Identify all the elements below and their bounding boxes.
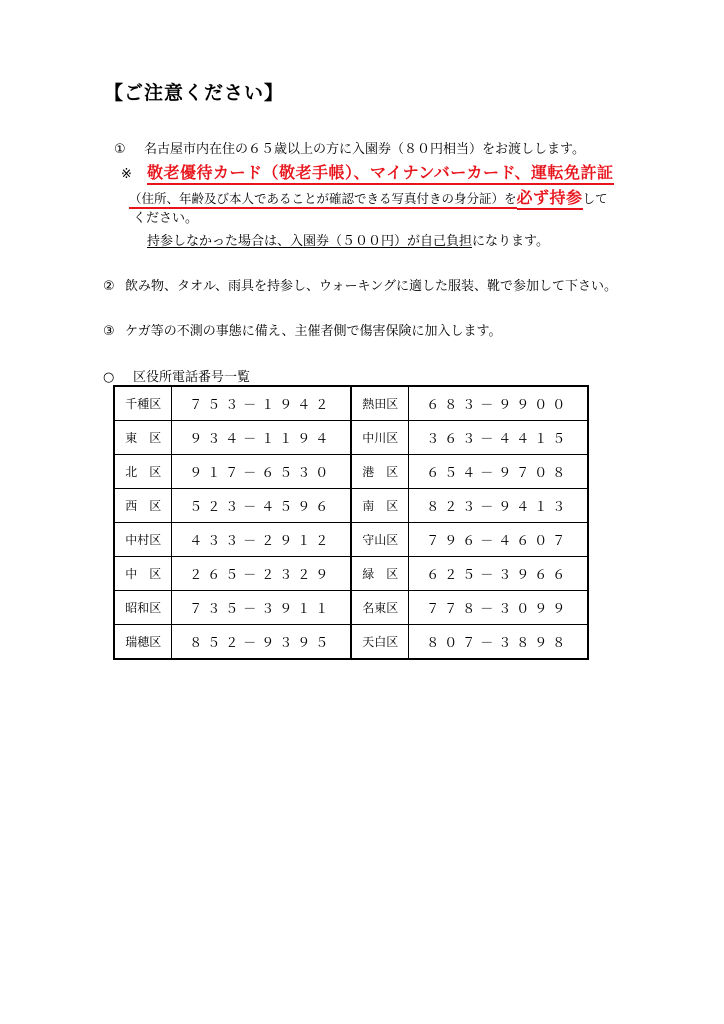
ward-phone: ６２５－３９６６ — [409, 557, 588, 591]
penalty-note — [147, 230, 549, 249]
ward-phone: ８２３－９４１３ — [409, 489, 588, 523]
table-row — [114, 591, 588, 625]
ward-phone: ７９６－４６０７ — [409, 523, 588, 557]
ward-phone: ６５４－９７０８ — [409, 455, 588, 489]
table-row — [114, 625, 588, 660]
ward-phone: ８０７－３８９８ — [409, 625, 588, 660]
ward-office-phone-table — [113, 385, 589, 660]
ward-phone: ７３５－３９１１ — [172, 591, 351, 625]
ward-phone: ７５３－１９４２ — [172, 386, 351, 421]
phone-list-title — [103, 366, 250, 385]
ward-name: 昭和区 — [114, 591, 172, 625]
ward-phone: ６８３－９９００ — [409, 386, 588, 421]
ward-phone: ９３４－１１９４ — [172, 421, 351, 455]
item-1-text: 名古屋市内在住の６５歳以上の方に入園券（８０円相当）をお渡しします。 — [144, 142, 585, 157]
item-1 — [114, 138, 585, 157]
ward-name: 千種区 — [114, 386, 172, 421]
table-row — [114, 386, 588, 421]
ward-name: 熱田区 — [351, 386, 409, 421]
item-2 — [103, 275, 617, 294]
table-row — [114, 455, 588, 489]
penalty-text-a: 持参しなかった場合は、入園券（５００円）が — [147, 234, 421, 249]
item-1-marker: ① — [114, 142, 126, 157]
ward-phone: ７７８－３０９９ — [409, 591, 588, 625]
kudasai-text: ください。 — [133, 211, 199, 226]
ward-name: 南 区 — [351, 489, 409, 523]
ward-name: 中村区 — [114, 523, 172, 557]
item-3-marker: ③ — [103, 324, 115, 339]
ward-name: 瑞穂区 — [114, 625, 172, 660]
table-row — [114, 489, 588, 523]
ward-phone: ４３３－２９１２ — [172, 523, 351, 557]
ward-phone: ２６５－２３２９ — [172, 557, 351, 591]
ward-name: 北 区 — [114, 455, 172, 489]
ward-name: 緑 区 — [351, 557, 409, 591]
id-explanation — [129, 185, 608, 208]
table-row — [114, 557, 588, 591]
penalty-text-c: になります。 — [472, 234, 549, 249]
phone-list-marker: ○ — [103, 370, 115, 385]
must-bring-text: 必ず持参 — [517, 188, 583, 210]
item-3 — [103, 320, 501, 339]
required-id-list: 敬老優待カード（敬老手帳）、マイナンバーカード、運転免許証 — [147, 163, 614, 185]
ward-name: 東 区 — [114, 421, 172, 455]
page-heading: 【ご注意ください】 — [104, 82, 285, 104]
ward-phone: ９１７－６５３０ — [172, 455, 351, 489]
item-2-text: 飲み物、タオル、雨具を持参し、ウォーキングに適した服装、靴で参加して下さい。 — [125, 279, 618, 294]
ward-phone: ５２３－４５９６ — [172, 489, 351, 523]
id-note — [121, 160, 614, 183]
ward-name: 港 区 — [351, 455, 409, 489]
penalty-text-b: 自己負担 — [420, 234, 473, 249]
shite-text: して — [582, 191, 608, 206]
table-row — [114, 421, 588, 455]
ward-name: 中 区 — [114, 557, 172, 591]
note-marker: ※ — [121, 167, 132, 182]
ward-name: 中川区 — [351, 421, 409, 455]
item-2-marker: ② — [103, 279, 115, 294]
item-3-text: ケガ等の不測の事態に備え、主催者側で傷害保険に加入します。 — [125, 324, 502, 339]
ward-name: 守山区 — [351, 523, 409, 557]
table-row — [114, 523, 588, 557]
id-explanation-text: （住所、年齢及び本人であることが確認できる写真付きの身分証）を — [129, 191, 517, 209]
ward-phone: ３６３－４４１５ — [409, 421, 588, 455]
phone-list-title-text: 区役所電話番号一覧 — [133, 370, 251, 385]
ward-name: 天白区 — [351, 625, 409, 660]
ward-name: 名東区 — [351, 591, 409, 625]
ward-name: 西 区 — [114, 489, 172, 523]
ward-phone: ８５２－９３９５ — [172, 625, 351, 660]
